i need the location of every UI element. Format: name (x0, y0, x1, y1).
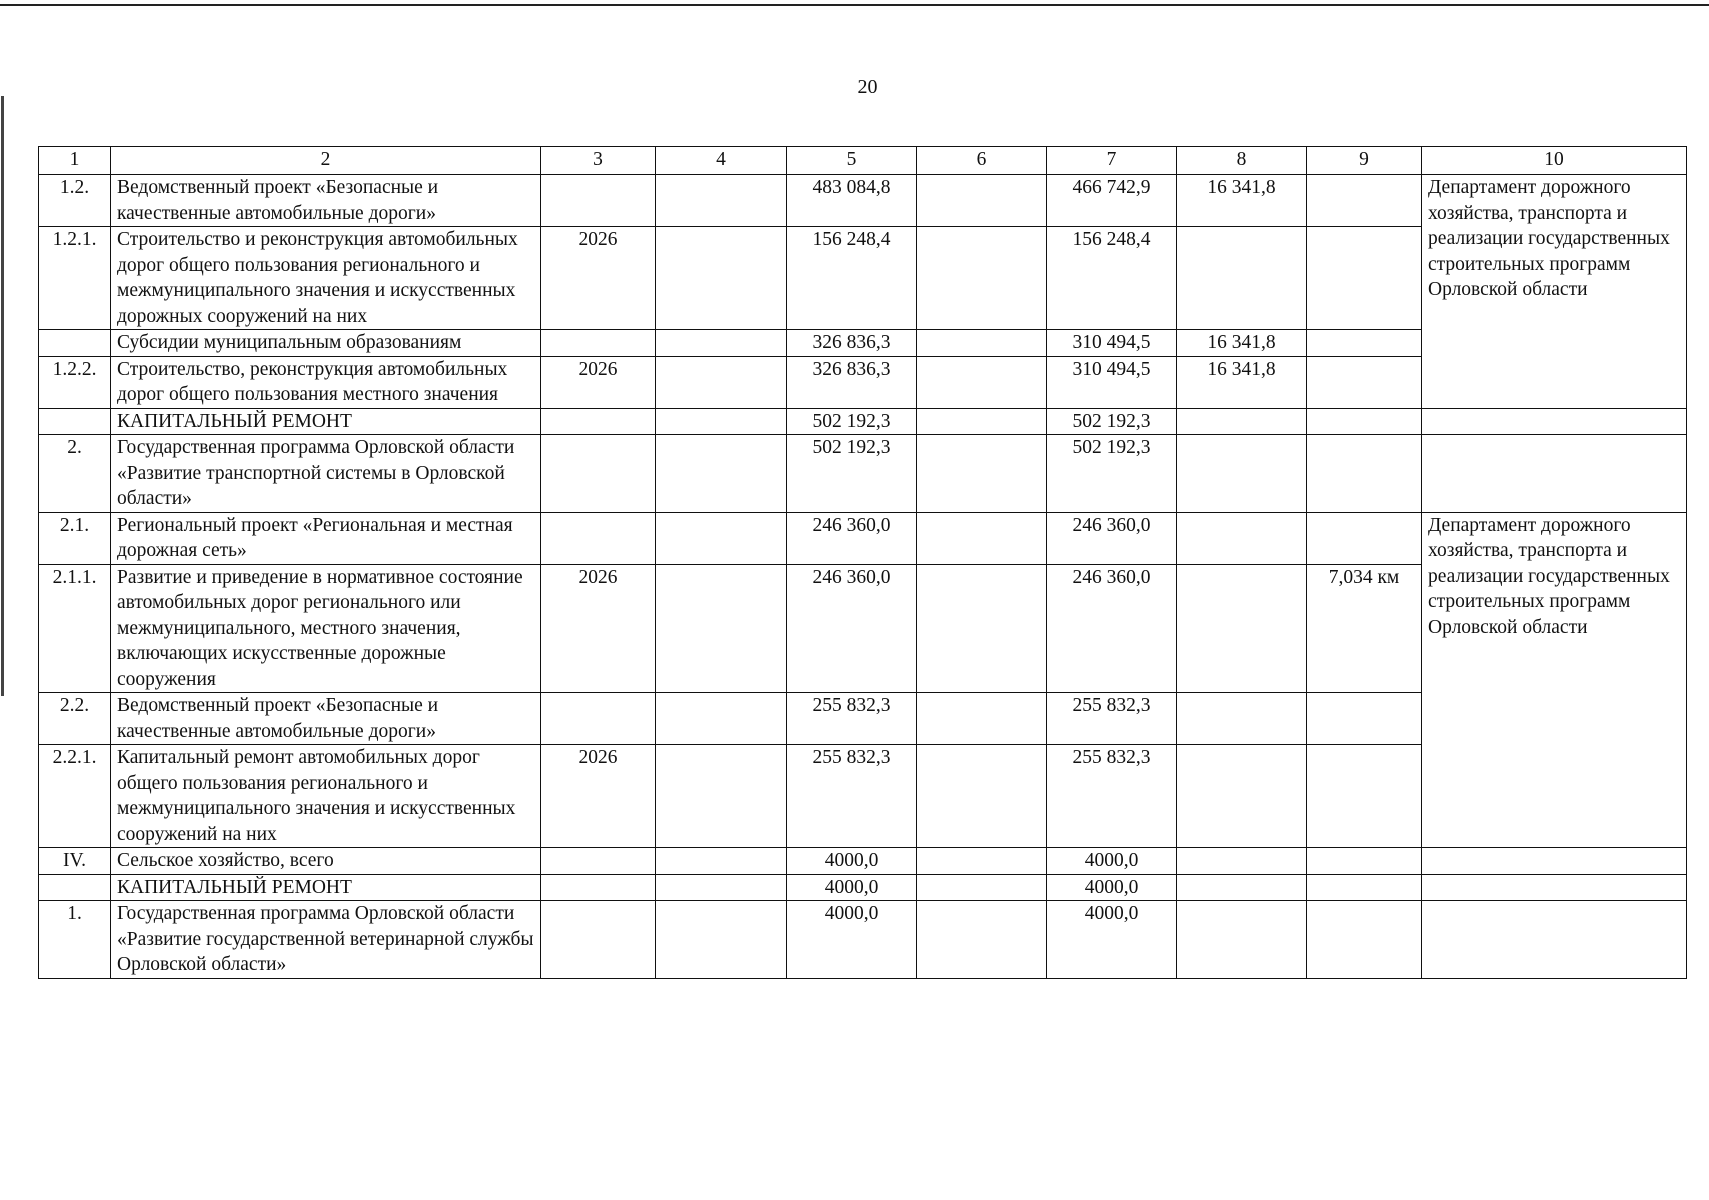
cell-col9 (1307, 175, 1422, 227)
cell-col5: 502 192,3 (787, 408, 917, 435)
cell-col5: 483 084,8 (787, 175, 917, 227)
cell-col7: 156 248,4 (1047, 227, 1177, 330)
cell-col5: 4000,0 (787, 874, 917, 901)
cell-col4 (656, 175, 787, 227)
cell-col9 (1307, 848, 1422, 875)
row-number: 1.2.2. (39, 356, 111, 408)
cell-col5: 326 836,3 (787, 356, 917, 408)
responsible-department: Департамент дорожного хозяйства, транспорта и реализации государственных строительных программ Орловской области (1422, 175, 1687, 409)
cell-col7: 246 360,0 (1047, 512, 1177, 564)
row-number (39, 330, 111, 357)
cell-col4 (656, 848, 787, 875)
table-row (39, 848, 1687, 875)
cell-col6 (917, 874, 1047, 901)
cell-col8: 16 341,8 (1177, 175, 1307, 227)
row-year (541, 408, 656, 435)
col-header: 1 (39, 147, 111, 175)
cell-col10 (1422, 901, 1687, 979)
cell-col5: 4000,0 (787, 848, 917, 875)
row-name: Ведомственный проект «Безопасные и качественные автомобильные дороги» (111, 175, 541, 227)
table-row (39, 512, 1687, 564)
cell-col6 (917, 848, 1047, 875)
cell-col7: 310 494,5 (1047, 330, 1177, 357)
row-year (541, 330, 656, 357)
col-header: 4 (656, 147, 787, 175)
cell-col4 (656, 408, 787, 435)
row-number: 2.1.1. (39, 564, 111, 693)
cell-col8: 16 341,8 (1177, 330, 1307, 357)
budget-table (38, 146, 1687, 979)
cell-col4 (656, 874, 787, 901)
row-name: Развитие и приведение в нормативное состояние автомобильных дорог регионального или межмуниципального, местного значения, включающих искусственные дорожные сооружения (111, 564, 541, 693)
row-year: 2026 (541, 356, 656, 408)
cell-col8 (1177, 901, 1307, 979)
cell-col4 (656, 330, 787, 357)
cell-col9 (1307, 512, 1422, 564)
cell-col4 (656, 435, 787, 513)
cell-col10 (1422, 435, 1687, 513)
col-header: 6 (917, 147, 1047, 175)
cell-col5: 246 360,0 (787, 512, 917, 564)
cell-col4 (656, 745, 787, 848)
header-row (39, 147, 1687, 175)
cell-col8 (1177, 512, 1307, 564)
cell-col6 (917, 564, 1047, 693)
cell-col9 (1307, 408, 1422, 435)
row-number: 2.2.1. (39, 745, 111, 848)
row-number: IV. (39, 848, 111, 875)
col-header: 7 (1047, 147, 1177, 175)
row-name: Государственная программа Орловской области «Развитие государственной ветеринарной службы Орловской области» (111, 901, 541, 979)
row-number (39, 408, 111, 435)
cell-col7: 4000,0 (1047, 901, 1177, 979)
top-border-line (0, 4, 1709, 6)
table-row (39, 408, 1687, 435)
cell-col6 (917, 901, 1047, 979)
table-row (39, 435, 1687, 513)
cell-col8 (1177, 564, 1307, 693)
row-year (541, 848, 656, 875)
col-header: 10 (1422, 147, 1687, 175)
row-year (541, 435, 656, 513)
cell-col4 (656, 356, 787, 408)
table-row (39, 901, 1687, 979)
cell-col8: 16 341,8 (1177, 356, 1307, 408)
row-year: 2026 (541, 564, 656, 693)
cell-col6 (917, 175, 1047, 227)
cell-col8 (1177, 693, 1307, 745)
cell-col6 (917, 435, 1047, 513)
cell-col5: 4000,0 (787, 901, 917, 979)
cell-col5: 255 832,3 (787, 693, 917, 745)
row-year: 2026 (541, 227, 656, 330)
cell-col9 (1307, 745, 1422, 848)
cell-col6 (917, 408, 1047, 435)
row-year (541, 693, 656, 745)
row-year (541, 874, 656, 901)
left-scan-edge (1, 96, 4, 696)
row-name: КАПИТАЛЬНЫЙ РЕМОНТ (111, 408, 541, 435)
row-number: 2. (39, 435, 111, 513)
row-year (541, 901, 656, 979)
cell-col9 (1307, 693, 1422, 745)
col-header: 9 (1307, 147, 1422, 175)
row-name: Капитальный ремонт автомобильных дорог общего пользования регионального и межмуниципального значения и искусственных сооружений на них (111, 745, 541, 848)
cell-col10 (1422, 408, 1687, 435)
row-name: Субсидии муниципальным образованиям (111, 330, 541, 357)
row-number: 1. (39, 901, 111, 979)
cell-col4 (656, 693, 787, 745)
row-number: 2.2. (39, 693, 111, 745)
cell-col8 (1177, 408, 1307, 435)
row-name: Ведомственный проект «Безопасные и качественные автомобильные дороги» (111, 693, 541, 745)
row-name: Строительство, реконструкция автомобильных дорог общего пользования местного значения (111, 356, 541, 408)
col-header: 5 (787, 147, 917, 175)
col-header: 8 (1177, 147, 1307, 175)
cell-col4 (656, 564, 787, 693)
cell-col6 (917, 330, 1047, 357)
cell-col9 (1307, 227, 1422, 330)
cell-col7: 4000,0 (1047, 874, 1177, 901)
row-number: 1.2.1. (39, 227, 111, 330)
cell-col7: 255 832,3 (1047, 745, 1177, 848)
row-name: Региональный проект «Региональная и местная дорожная сеть» (111, 512, 541, 564)
cell-col9 (1307, 435, 1422, 513)
responsible-department: Департамент дорожного хозяйства, транспорта и реализации государственных строительных программ Орловской области (1422, 512, 1687, 848)
cell-col8 (1177, 848, 1307, 875)
cell-col6 (917, 227, 1047, 330)
cell-col9 (1307, 330, 1422, 357)
row-name: Сельское хозяйство, всего (111, 848, 541, 875)
row-name: КАПИТАЛЬНЫЙ РЕМОНТ (111, 874, 541, 901)
cell-col6 (917, 512, 1047, 564)
cell-col7: 502 192,3 (1047, 435, 1177, 513)
row-year (541, 512, 656, 564)
table-row (39, 874, 1687, 901)
cell-col7: 246 360,0 (1047, 564, 1177, 693)
cell-col4 (656, 901, 787, 979)
cell-col8 (1177, 435, 1307, 513)
cell-col9 (1307, 874, 1422, 901)
cell-col6 (917, 356, 1047, 408)
cell-col7: 255 832,3 (1047, 693, 1177, 745)
col-header: 2 (111, 147, 541, 175)
cell-col4 (656, 512, 787, 564)
row-number: 1.2. (39, 175, 111, 227)
row-number: 2.1. (39, 512, 111, 564)
cell-col7: 466 742,9 (1047, 175, 1177, 227)
cell-col7: 310 494,5 (1047, 356, 1177, 408)
cell-col5: 255 832,3 (787, 745, 917, 848)
cell-col8 (1177, 874, 1307, 901)
cell-col5: 502 192,3 (787, 435, 917, 513)
row-name: Государственная программа Орловской области «Развитие транспортной системы в Орловской области» (111, 435, 541, 513)
row-year: 2026 (541, 745, 656, 848)
cell-col7: 4000,0 (1047, 848, 1177, 875)
cell-col9 (1307, 356, 1422, 408)
cell-col9: 7,034 км (1307, 564, 1422, 693)
cell-col5: 246 360,0 (787, 564, 917, 693)
cell-col8 (1177, 227, 1307, 330)
cell-col5: 156 248,4 (787, 227, 917, 330)
row-year (541, 175, 656, 227)
table-row (39, 175, 1687, 227)
cell-col5: 326 836,3 (787, 330, 917, 357)
cell-col6 (917, 693, 1047, 745)
cell-col9 (1307, 901, 1422, 979)
row-number (39, 874, 111, 901)
cell-col6 (917, 745, 1047, 848)
col-header: 3 (541, 147, 656, 175)
row-name: Строительство и реконструкция автомобильных дорог общего пользования регионального и межмуниципального значения и искусственных дорожных сооружений на них (111, 227, 541, 330)
cell-col4 (656, 227, 787, 330)
cell-col10 (1422, 848, 1687, 875)
cell-col8 (1177, 745, 1307, 848)
cell-col7: 502 192,3 (1047, 408, 1177, 435)
page-number: 20 (857, 76, 878, 98)
cell-col10 (1422, 874, 1687, 901)
